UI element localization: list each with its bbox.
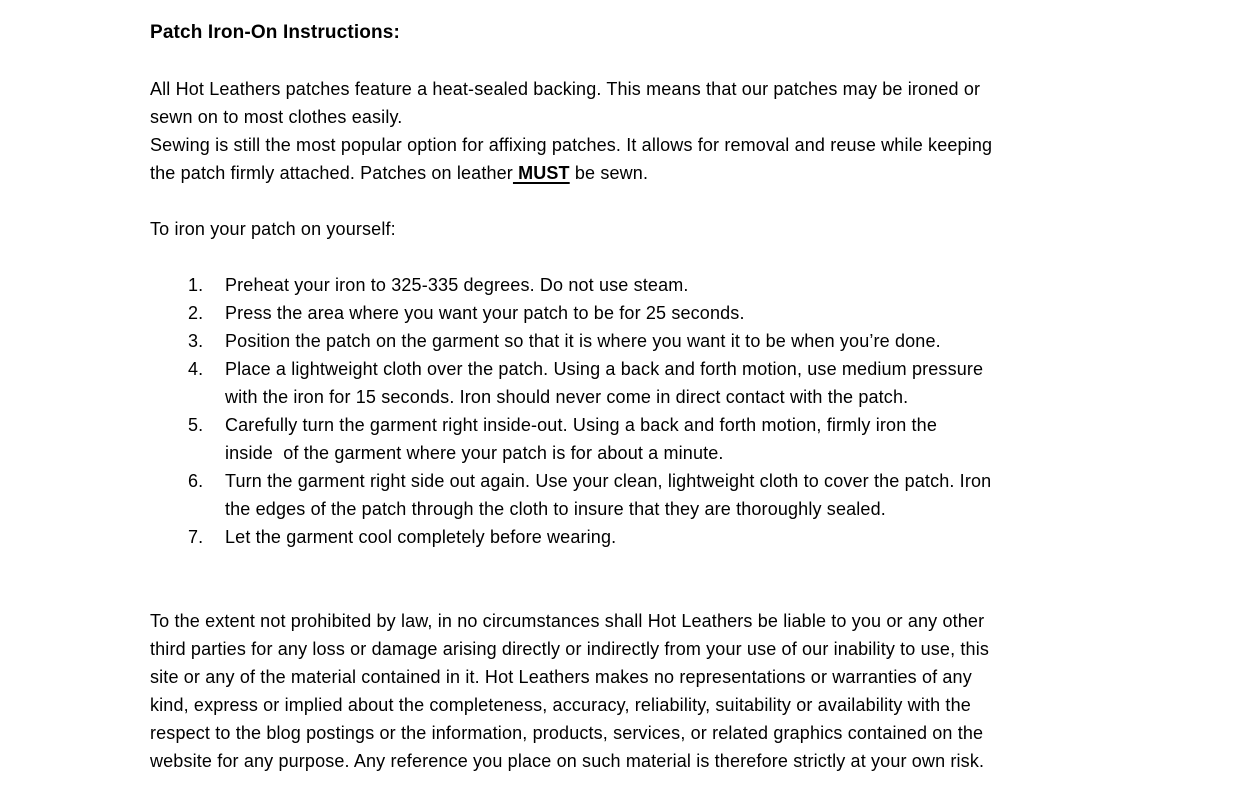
- list-item-number: 1.: [188, 275, 204, 295]
- list-item-line: Let the garment cool completely before wearing.: [225, 527, 617, 547]
- list-item-7: [150, 523, 1200, 551]
- disclaimer-line-1: To the extent not prohibited by law, in no circumstances shall Hot Leathers be liable to you or any other: [150, 611, 985, 631]
- list-item-5: [150, 411, 1200, 467]
- intro-line-1: All Hot Leathers patches feature a heat-sealed backing. This means that our patches may be ironed or: [150, 79, 981, 99]
- list-item-number: 6.: [188, 471, 204, 491]
- spacer: [150, 243, 1200, 271]
- list-item-number: 3.: [188, 331, 204, 351]
- spacer: [150, 551, 1200, 607]
- disclaimer-line-5: respect to the blog postings or the information, products, services, or related graphics contained on the: [150, 723, 984, 743]
- list-item-number: 2.: [188, 303, 204, 323]
- disclaimer-line-4: kind, express or implied about the completeness, accuracy, reliability, suitability or availability with the: [150, 695, 971, 715]
- list-item-line: Turn the garment right side out again. Use your clean, lightweight cloth to cover the patch. Iron: [225, 471, 992, 491]
- list-item-line: Preheat your iron to 325-335 degrees. Do not use steam.: [225, 275, 689, 295]
- list-item-text: [225, 411, 1200, 467]
- list-item-line: inside of the garment where your patch is for about a minute.: [225, 443, 724, 463]
- list-item-number: 4.: [188, 359, 204, 379]
- list-item-6: [150, 467, 1200, 523]
- subheading: To iron your patch on yourself:: [150, 219, 396, 239]
- list-item-text: [225, 299, 1200, 327]
- list-item-text: [225, 271, 1200, 299]
- list-item-line: Press the area where you want your patch to be for 25 seconds.: [225, 303, 745, 323]
- list-item-1: [150, 271, 1200, 299]
- intro-line-4-pre: the patch firmly attached. Patches on leather: [150, 163, 513, 183]
- intro-line-3: Sewing is still the most popular option for affixing patches. It allows for removal and reuse while keeping: [150, 135, 993, 155]
- list-item-text: [225, 467, 1200, 523]
- spacer: [150, 187, 1200, 215]
- list-item-line: with the iron for 15 seconds. Iron should never come in direct contact with the patch.: [225, 387, 909, 407]
- list-item-line: the edges of the patch through the cloth to insure that they are thoroughly sealed.: [225, 499, 886, 519]
- disclaimer-paragraph: [150, 607, 1200, 775]
- instruction-list: [150, 271, 1200, 551]
- disclaimer-line-6: website for any purpose. Any reference you place on such material is therefore strictly at your own risk.: [150, 751, 985, 771]
- intro-line-2: sewn on to most clothes easily.: [150, 107, 403, 127]
- intro-line-4: [150, 159, 1200, 187]
- spacer: [150, 47, 1200, 75]
- intro-line-4-post: be sewn.: [569, 163, 649, 183]
- list-item-text: [225, 355, 1200, 411]
- must-emphasis: MUST: [512, 163, 570, 183]
- list-item-2: [150, 299, 1200, 327]
- list-item-number: 5.: [188, 415, 204, 435]
- list-item-3: [150, 327, 1200, 355]
- list-item-4: [150, 355, 1200, 411]
- list-item-line: Carefully turn the garment right inside-out. Using a back and forth motion, firmly iron the: [225, 415, 937, 435]
- list-item-text: [225, 523, 1200, 551]
- disclaimer-line-3: site or any of the material contained in it. Hot Leathers makes no representations or warranties of any: [150, 667, 972, 687]
- list-item-line: Place a lightweight cloth over the patch. Using a back and forth motion, use medium pressure: [225, 359, 984, 379]
- list-item-number: 7.: [188, 527, 204, 547]
- intro-paragraph: [150, 75, 1200, 187]
- list-item-text: [225, 327, 1200, 355]
- disclaimer-line-2: third parties for any loss or damage arising directly or indirectly from your use of our inability to use, this: [150, 639, 990, 659]
- list-item-line: Position the patch on the garment so that it is where you want it to be when you’re done.: [225, 331, 941, 351]
- document-title: Patch Iron-On Instructions:: [150, 22, 401, 43]
